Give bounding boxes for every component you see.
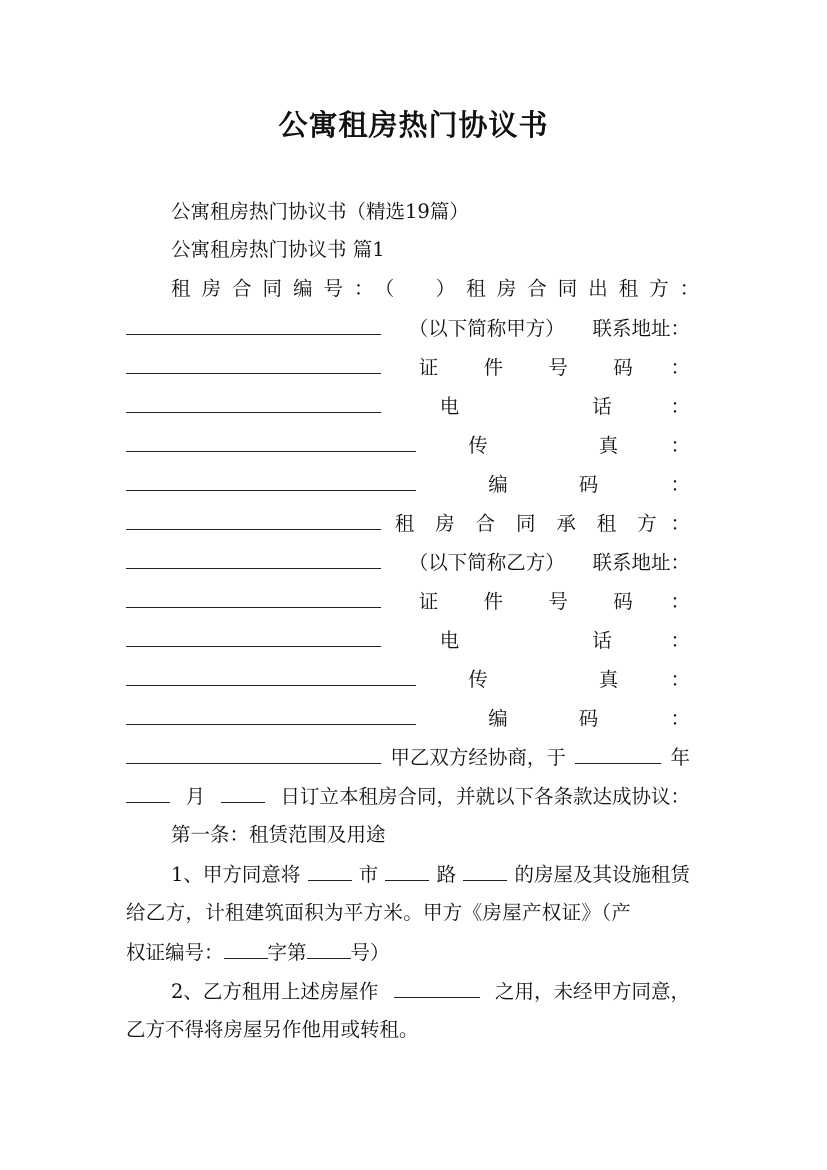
party-b-postcode-blank[interactable]	[126, 744, 381, 764]
year-blank[interactable]	[575, 744, 661, 764]
party-a-fax-blank[interactable]	[126, 471, 416, 491]
party-a-id-blank[interactable]	[126, 393, 381, 413]
party-b-address-label: 联系地址：	[592, 551, 690, 574]
road-blank[interactable]	[385, 861, 429, 881]
certificate-prefix-blank[interactable]	[224, 939, 268, 959]
usage-blank[interactable]	[394, 978, 480, 998]
agreement-text-1: 甲乙双方经协商，于	[390, 746, 566, 769]
clause-1-line-2: 给乙方，计租建筑面积为平方米。甲方《房屋产权证》（产	[126, 901, 632, 924]
chapter-heading: 公寓租房热门协议书 篇1	[171, 238, 385, 261]
house-number-blank[interactable]	[463, 861, 507, 881]
party-a-postcode-label: 编 码	[488, 473, 599, 496]
party-b-phone-label: 电 话	[439, 629, 612, 652]
party-a-phone-label: 电 话	[439, 395, 612, 418]
party-b-id-line: 电 话 ：	[126, 627, 690, 654]
clause-2-line-1: 2、乙方租用上述房屋作 之用，未经甲方同意，	[171, 980, 690, 1003]
agreement-text-2: 日订立本租房合同，并就以下各条款达成协议：	[280, 785, 690, 808]
party-a-abbr: （以下简称甲方）	[408, 317, 565, 340]
party-b-postcode-label: 编 码	[488, 707, 599, 730]
party-a-name-blank[interactable]	[126, 315, 381, 335]
party-a-phone-blank[interactable]	[126, 432, 416, 452]
contract-number-line	[171, 276, 711, 302]
party-b-phone-line: 传 真 ：	[126, 666, 690, 693]
document-subtitle: 公寓租房热门协议书（精选19篇）	[171, 200, 469, 223]
party-a-id-line: 电 话 ：	[126, 393, 690, 420]
party-a-address-blank[interactable]	[126, 354, 381, 374]
party-a-phone-line: 传 真 ：	[126, 432, 690, 459]
article-1-heading: 第一条：租赁范围及用途	[171, 823, 386, 846]
party-b-name-blank[interactable]	[126, 549, 381, 569]
lessee-label: 租 房 合 同 承 租 方	[394, 512, 657, 535]
party-a-id-label: 证 件 号 码	[418, 356, 633, 379]
city-blank[interactable]	[308, 861, 352, 881]
certificate-number-blank[interactable]	[307, 939, 351, 959]
clause-1-line-1: 1、甲方同意将 市 路 的房屋及其设施租赁	[171, 863, 690, 886]
agreement-month-line	[126, 783, 690, 810]
lessor-label: 租房合同出租方：	[466, 277, 711, 300]
party-b-id-label: 证 件 号 码	[418, 590, 633, 613]
party-a-name-line	[126, 315, 690, 342]
day-blank[interactable]	[221, 783, 265, 803]
party-a-fax-line: 编 码 ：	[126, 471, 690, 498]
party-a-postcode-blank[interactable]	[126, 510, 381, 530]
clause-1-line-3: 权证编号： 字第 号）	[126, 941, 390, 964]
party-b-fax-blank[interactable]	[126, 705, 416, 725]
party-b-fax-label: 传 真	[468, 668, 619, 691]
agreement-date-line	[126, 744, 690, 771]
party-a-fax-label: 传 真	[468, 434, 619, 457]
party-a-address-label: 联系地址：	[592, 317, 690, 340]
party-b-fax-line: 编 码 ：	[126, 705, 690, 732]
party-b-name-line	[126, 549, 690, 576]
party-b-address-line: 证 件 号 码 ：	[126, 588, 690, 615]
document-title: 公寓租房热门协议书	[278, 108, 549, 142]
party-b-address-blank[interactable]	[126, 588, 381, 608]
clause-2-line-2: 乙方不得将房屋另作他用或转租。	[126, 1018, 419, 1041]
party-a-postcode-line: 租 房 合 同 承 租 方 ：	[126, 510, 690, 537]
month-blank[interactable]	[126, 783, 170, 803]
party-b-abbr: （以下简称乙方）	[408, 551, 565, 574]
party-b-phone-blank[interactable]	[126, 666, 416, 686]
party-b-id-blank[interactable]	[126, 627, 381, 647]
month-label: 月	[185, 785, 206, 808]
contract-number-label: 租房合同编号：（ ）	[171, 277, 467, 300]
year-label: 年	[670, 746, 690, 769]
party-a-address-line: 证 件 号 码 ：	[126, 354, 690, 381]
